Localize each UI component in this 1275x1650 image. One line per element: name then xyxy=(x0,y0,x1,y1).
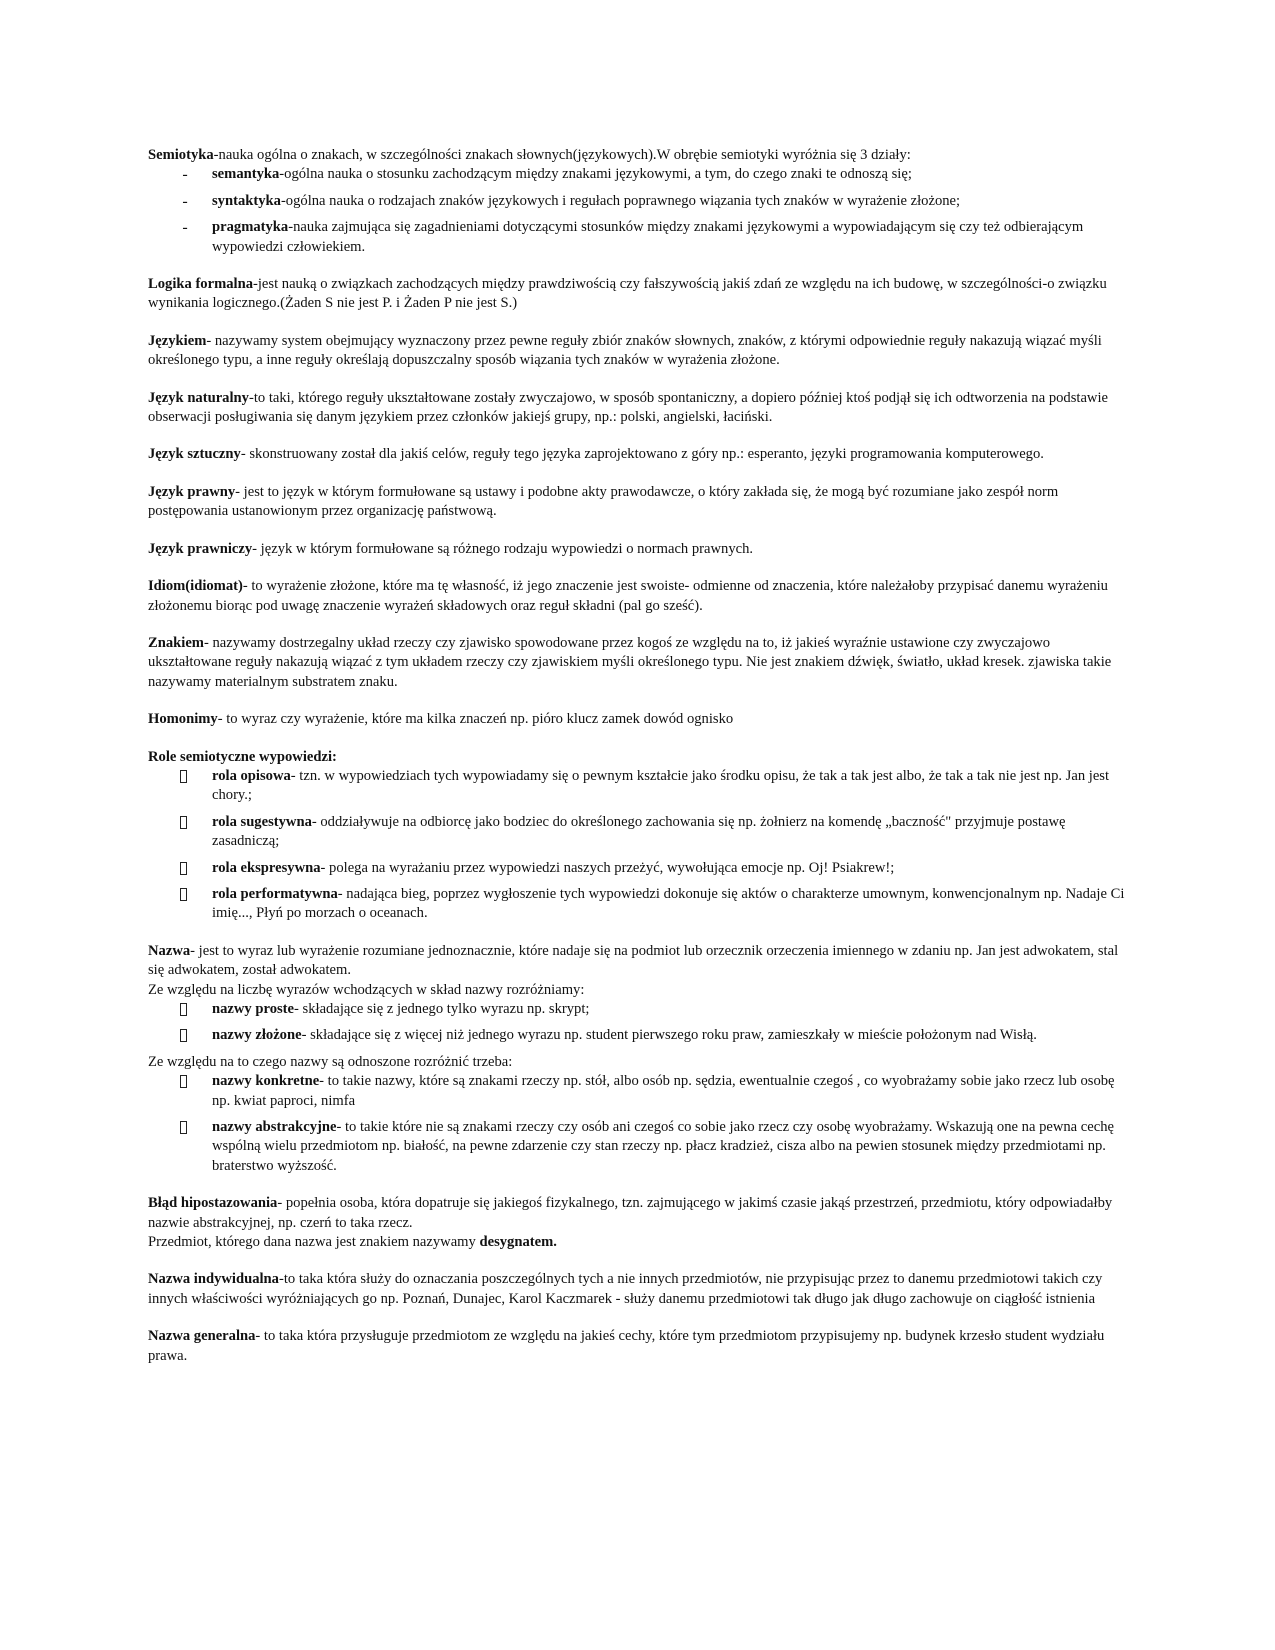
box-bullet-icon xyxy=(180,770,187,783)
item-term: nazwy proste xyxy=(212,1001,295,1017)
item-term: rola ekspresywna xyxy=(212,859,321,876)
item-text: - składające się z więcej niż jednego wyrazu np. student pierwszego roku praw, zamieszkały w mieście położonym nad Wisłą. xyxy=(301,1027,1037,1044)
blad-term: Błąd hipostazowania xyxy=(148,1195,278,1212)
item-text: - to takie nazwy, które są znakami rzeczy np. stół, albo osób np. sędzia, ewentualnie czegoś , co wyobrażamy sobie jako rzecz lub osobę np. kwiat paproci, nimfa xyxy=(212,1073,1115,1109)
list-item xyxy=(148,1118,1132,1176)
naturalny-text: -to taki, którego reguły ukształtowane zostały zwyczajowo, w sposób spontaniczny, a dopiero później ktoś podjął się ich odtworzenia na podstawie obserwacji posługiwania się danym językiem przez członków jakiejś grupy, np.: polski, angielski, łaciński. xyxy=(148,389,1108,426)
nazwa-term: Nazwa xyxy=(148,942,191,959)
box-bullet-icon xyxy=(180,862,187,875)
jezyk-paragraph xyxy=(148,332,1132,371)
semiotyka-list xyxy=(148,165,1132,257)
dash-bullet: - xyxy=(182,192,188,210)
dash-bullet: - xyxy=(182,219,188,237)
item-term: syntaktyka xyxy=(212,192,281,209)
item-text: - polega na wyrażaniu przez wypowiedzi naszych przeżyć, wywołująca emocje np. Oj! Psiakrew!; xyxy=(320,859,895,876)
list-item xyxy=(148,859,1132,878)
box-bullet-icon xyxy=(180,1003,187,1016)
dash-bullet: - xyxy=(182,166,188,184)
nazwa-intro-2: Ze względu na to czego nazwy są odnoszone rozróżnić trzeba: xyxy=(148,1053,513,1070)
prawny-text: - jest to język w którym formułowane są ustawy i podobne akty prawodawcze, o który zakłada się, że mogą być rozumiane jako zespół norm postępowania ustanowionym przez organizację państwową. xyxy=(148,483,1059,520)
item-text: -ogólna nauka o rodzajach znaków językowych i regułach poprawnego wiązania tych znaków w wyrażenie złożone; xyxy=(280,192,961,209)
jezyk-term: Językiem xyxy=(148,332,207,349)
item-text: - tzn. w wypowiedziach tych wypowiadamy się o pewnym kształcie jako środku opisu, że tak a tak jest albo, że tak a tak nie jest np. Jan jest chory.; xyxy=(212,767,1110,804)
homonimy-paragraph xyxy=(148,710,1132,729)
idiom-text: - to wyrażenie złożone, które ma tę własność, iż jego znaczenie jest swoiste- odmienne od znaczenia, które należałoby przypisać danemu wyrażeniu złożonemu biorąc pod uwagę znaczenie wyrażeń składowych oraz reguł składni (pal go sześć). xyxy=(148,578,1108,614)
jezyk-text: - nazywamy system obejmujący wyznaczony przez pewne reguły zbiór znaków słownych, znaków, z którymi odpowiednie reguły nakazują wiązać myśli określonego typu, a inne reguły określają dopuszczalny sposób wiązania tych znaków w wyrażenia złożone. xyxy=(148,332,1102,369)
naturalny-term: Język naturalny xyxy=(148,389,249,406)
box-bullet-icon xyxy=(180,1029,187,1042)
prawniczy-text: - język w którym formułowane są różnego rodzaju wypowiedzi o normach prawnych. xyxy=(252,540,754,557)
logika-term: Logika formalna xyxy=(148,276,253,293)
item-text: - nadająca bieg, poprzez wygłoszenie tych wypowiedzi dokonuje się aktów o charakterze umownym, konwencjonalnym np. Nadaje Ci imię..., Płyń po morzach o oceanach. xyxy=(212,885,1125,922)
item-term: nazwy abstrakcyjne xyxy=(212,1119,337,1136)
box-bullet-icon xyxy=(180,1121,187,1134)
prawny-paragraph xyxy=(148,483,1132,522)
item-text: - oddziaływuje na odbiorcę jako bodziec do określonego zachowania się np. żołnierz na komendę „baczność" przyjmuje postawę zasadniczą; xyxy=(212,813,1066,850)
document-page xyxy=(148,146,1132,1384)
indywidualna-term: Nazwa indywidualna xyxy=(148,1271,279,1288)
desygnat-term: desygnatem. xyxy=(479,1234,557,1251)
blad-text: - popełnia osoba, która dopatruje się jakiegoś fizykalnego, tzn. zajmującego w jakimś czasie jakąś przestrzeń, przedmiotu, który odpowiadałby nazwie abstrakcyjnej, np. czerń to taka rzecz. xyxy=(148,1195,1113,1231)
sztuczny-paragraph xyxy=(148,445,1132,464)
item-term: pragmatyka xyxy=(212,219,289,236)
idiom-term: Idiom(idiomat) xyxy=(148,578,243,595)
naturalny-paragraph xyxy=(148,389,1132,428)
item-term: rola sugestywna xyxy=(212,813,312,830)
logika-text: -jest nauką o związkach zachodzących między prawdziwością czy fałszywością jakiś zdań ze względu na ich budowę, w szczególności-o związku wynikania logicznego.(Żaden S nie jest P. i Żaden P nie jest S.) xyxy=(148,276,1107,312)
indywidualna-text: -to taka która służy do oznaczania poszczególnych tych a nie innych przedmiotów, nie przypisując przez to danemu przedmiotowi takich czy innych właściwości wyróżniających go np. Poznań, Dunajec, Karol Kaczmarek - służy danemu przedmiotowi tak długo jak długo zachowuje on ciągłość istnienia xyxy=(148,1271,1103,1307)
znak-text: - nazywamy dostrzegalny układ rzeczy czy zjawisko spowodowane przez kogoś ze względu na to, iż jakieś wyraźnie ustawione czy zwyczajowo ukształtowane reguły nakazują wiązać z tym układem rzeczy czy zjawiskiem myśli określonego typu. Nie jest znakiem dźwięk, światło, układ kresek. zjawiska takie nazywamy materialnym substratem znaku. xyxy=(148,634,1112,690)
item-term: nazwy konkretne xyxy=(212,1073,320,1090)
sztuczny-term: Język sztuczny xyxy=(148,446,241,463)
desygnat-paragraph xyxy=(148,1233,1132,1252)
homonimy-term: Homonimy xyxy=(148,711,218,728)
blad-paragraph xyxy=(148,1194,1132,1233)
indywidualna-paragraph xyxy=(148,1270,1132,1309)
logika-paragraph xyxy=(148,275,1132,314)
znak-paragraph xyxy=(148,634,1132,692)
generalna-paragraph xyxy=(148,1327,1132,1366)
box-bullet-icon xyxy=(180,816,187,829)
list-item xyxy=(148,885,1132,924)
role-heading: Role semiotyczne wypowiedzi: xyxy=(148,748,337,765)
item-term: semantyka xyxy=(212,166,280,183)
sztuczny-text: - skonstruowany został dla jakiś celów, reguły tego języka zaprojektowano z góry np.: esperanto, języki programowania komputerowego. xyxy=(240,446,1044,463)
semiotyka-term: Semiotyka xyxy=(148,147,214,163)
list-item xyxy=(148,813,1132,852)
box-bullet-icon xyxy=(180,888,187,901)
generalna-term: Nazwa generalna xyxy=(148,1328,256,1345)
item-text: -ogólna nauka o stosunku zachodzącym między znakami językowymi, a tym, do czego znaki te odnoszą się; xyxy=(279,166,912,183)
nazwa-text: - jest to wyraz lub wyrażenie rozumiane jednoznacznie, które nadaje się na podmiot lub orzecznik orzeczenia imiennego w zdaniu np. Jan jest adwokatem, stal się adwokatem, został adwokatem. xyxy=(148,942,1119,979)
semiotyka-paragraph xyxy=(148,146,1132,165)
list-item xyxy=(148,1072,1132,1111)
nazwa-paragraph xyxy=(148,942,1132,981)
list-item xyxy=(148,767,1132,806)
list-item xyxy=(148,165,1132,184)
list-item xyxy=(148,218,1132,257)
generalna-text: - to taka która przysługuje przedmiotom ze względu na jakieś cechy, które tym przedmiotom przypisujemy np. budynek krzesło student wydziału prawa. xyxy=(148,1328,1105,1364)
homonimy-text: - to wyraz czy wyrażenie, które ma kilka znaczeń np. pióro klucz zamek dowód ognisko xyxy=(217,711,734,728)
list-item xyxy=(148,1000,1132,1019)
item-text: - to takie które nie są znakami rzeczy czy osób ani czegoś co sobie jako rzecz czy osobę wyobrażamy. Wskazują one na pewna cechę wspólną wielu przedmiotom np. białość, na pewne zdarzenie czy stan rzeczy np. płacz kradzież, cisza albo na pewien stosunek między przedmiotami np. braterstwo wyższość. xyxy=(212,1119,1115,1174)
prawny-term: Język prawny xyxy=(148,483,236,500)
idiom-paragraph xyxy=(148,577,1132,616)
semiotyka-text: -nauka ogólna o znakach, w szczególności znakach słownych(językowych).W obrębie semiotyki wyróżnia się 3 działy: xyxy=(213,147,911,163)
nazwa-list-2 xyxy=(148,1072,1132,1176)
item-text: - składające się z jednego tylko wyrazu np. skrypt; xyxy=(294,1001,590,1017)
prawniczy-term: Język prawniczy xyxy=(148,540,253,557)
list-item xyxy=(148,1026,1132,1045)
nazwa-list-1 xyxy=(148,1000,1132,1046)
nazwa-intro-1: Ze względu na liczbę wyrazów wchodzących w skład nazwy rozróżniamy: xyxy=(148,981,585,998)
prawniczy-paragraph xyxy=(148,540,1132,559)
box-bullet-icon xyxy=(180,1075,187,1088)
role-list xyxy=(148,767,1132,924)
item-term: rola performatywna xyxy=(212,885,338,902)
item-term: nazwy złożone xyxy=(212,1027,302,1044)
item-term: rola opisowa xyxy=(212,767,291,784)
desygnat-text: Przedmiot, którego dana nazwa jest znakiem nazywamy xyxy=(148,1234,480,1251)
list-item xyxy=(148,192,1132,211)
item-text: -nauka zajmująca się zagadnieniami dotyczącymi stosunków między znakami językowymi a wypowiadającym się czy też odbierającym wypowiedzi człowiekiem. xyxy=(212,219,1084,255)
znak-term: Znakiem xyxy=(148,634,204,651)
